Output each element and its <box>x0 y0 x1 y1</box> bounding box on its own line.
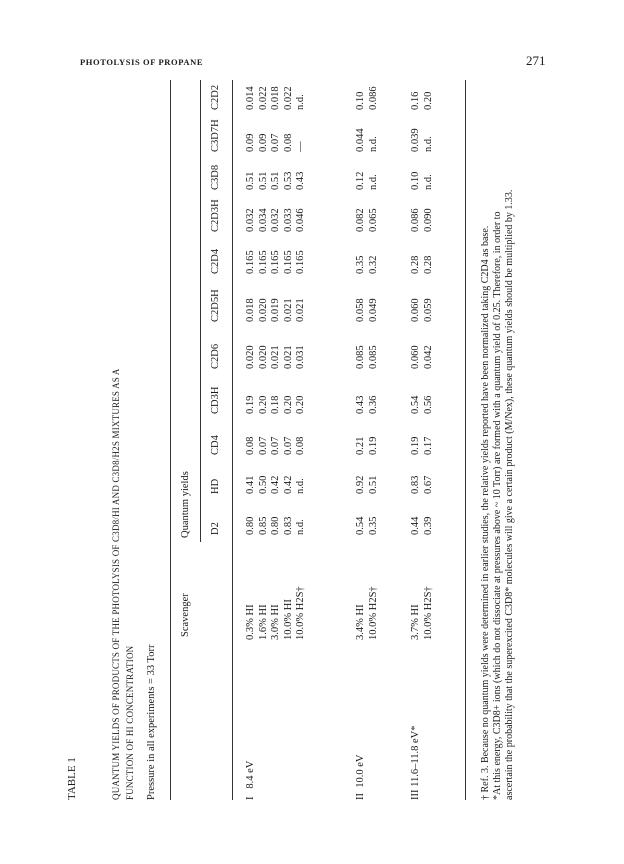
scavenger-cell: 1.6% HI <box>257 604 269 640</box>
value-cell: 0.060 <box>410 298 421 322</box>
value-cell: 0.17 <box>422 436 434 455</box>
value-column <box>355 128 380 152</box>
value-cell: 0.032 <box>270 208 281 232</box>
value-column <box>410 256 435 274</box>
value-cell: 0.41 <box>245 475 256 494</box>
value-cell: 0.07 <box>282 436 294 455</box>
value-cell: n.d. <box>295 94 306 110</box>
value-cell: 0.09 <box>245 133 256 152</box>
table-bottom-rule <box>465 80 466 800</box>
value-cell: 0.28 <box>422 255 434 274</box>
value-cell: n.d. <box>422 174 434 190</box>
value-cell: 0.046 <box>295 208 306 232</box>
value-cell: 0.20 <box>257 395 269 414</box>
rotated-table-block <box>60 80 560 800</box>
value-column <box>245 86 308 110</box>
value-column <box>245 476 308 494</box>
column-header: C2D5H <box>210 289 221 322</box>
value-cell: 0.020 <box>245 345 256 369</box>
value-column <box>245 298 308 322</box>
value-cell: 0.08 <box>282 133 294 152</box>
running-title: PHOTOLYSIS OF PROPANE <box>80 57 204 67</box>
value-cell: 0.086 <box>367 86 379 110</box>
value-cell: 0.50 <box>257 475 269 494</box>
value-column <box>410 128 435 152</box>
value-cell: 0.165 <box>295 250 306 274</box>
value-cell: 0.090 <box>422 208 434 232</box>
value-cell: 0.56 <box>422 395 434 414</box>
pressure-note: Pressure in all experiments = 33 Torr <box>146 644 157 800</box>
scavenger-cell: 3.7% HI <box>410 604 421 640</box>
value-cell: 0.042 <box>422 345 434 369</box>
value-column <box>355 396 380 414</box>
value-cell: 0.20 <box>422 91 434 110</box>
column-header: C2D6 <box>210 343 221 369</box>
value-column <box>355 86 380 110</box>
value-cell: 0.08 <box>295 436 306 455</box>
value-cell: 0.082 <box>355 208 366 232</box>
value-cell: 0.16 <box>410 91 421 110</box>
header-scavenger: Scavenger <box>180 593 191 637</box>
value-cell: 0.020 <box>257 298 269 322</box>
value-column <box>410 92 435 110</box>
value-column <box>355 208 380 232</box>
value-cell: 0.54 <box>355 516 366 535</box>
value-column <box>245 437 308 455</box>
value-cell: 0.020 <box>257 345 269 369</box>
table-caption <box>109 368 137 800</box>
column-header: CD3H <box>210 386 221 414</box>
scavenger-list <box>355 586 380 640</box>
value-column <box>355 298 380 322</box>
value-cell: 0.19 <box>367 436 379 455</box>
group-label: I 8.4 eV <box>245 760 256 800</box>
value-cell: n.d. <box>295 519 306 535</box>
value-cell: 0.019 <box>270 298 281 322</box>
scavenger-cell: 10.0% H2S† <box>367 586 379 640</box>
group-label: II 10.0 eV <box>355 754 366 800</box>
value-cell: 0.10 <box>355 91 366 110</box>
value-cell: 0.09 <box>257 133 269 152</box>
value-column <box>410 396 435 414</box>
value-cell: 0.42 <box>270 475 281 494</box>
column-header: C3D7H <box>210 119 221 152</box>
value-cell: 0.83 <box>410 475 421 494</box>
value-cell: 0.044 <box>355 128 366 152</box>
column-header: C3D8 <box>210 164 221 190</box>
value-cell: n.d. <box>295 478 306 494</box>
value-cell: 0.51 <box>245 171 256 190</box>
value-column <box>410 172 435 190</box>
column-header: D2 <box>210 522 221 535</box>
value-cell: 0.065 <box>367 208 379 232</box>
header-quantum-yields: Quantum yields <box>180 471 191 538</box>
column-header: CD4 <box>210 435 221 455</box>
value-cell: 0.54 <box>410 395 421 414</box>
value-cell: 0.031 <box>295 345 306 369</box>
scavenger-cell: 3.0% HI <box>270 604 281 640</box>
value-cell: 0.43 <box>295 171 306 190</box>
value-column <box>245 208 308 232</box>
value-cell: 0.021 <box>282 345 294 369</box>
value-cell: 0.35 <box>355 255 366 274</box>
table-label: TABLE 1 <box>66 757 78 800</box>
value-cell: n.d. <box>367 174 379 190</box>
value-cell: 0.80 <box>270 516 281 535</box>
footnote-dagger: † Ref. 3. Because no quantum yields were determined in earlier studies, the relative yields reported have been normalized taking C2D4 as base. <box>480 225 491 800</box>
column-header: C2D3H <box>210 199 221 232</box>
value-column <box>410 345 435 369</box>
value-cell: 0.20 <box>282 395 294 414</box>
scavenger-cell: 0.3% HI <box>245 604 256 640</box>
value-cell: 0.058 <box>355 298 366 322</box>
scavenger-cell: 10.0% H2S† <box>295 586 306 640</box>
value-column <box>245 172 308 190</box>
value-cell: 0.44 <box>410 516 421 535</box>
value-cell: 0.022 <box>257 86 269 110</box>
quantum-yields-rule <box>200 80 201 542</box>
footnote-asterisk-2: ascertain the probability that the superexcited C3D8* molecules will give a certain product (M/Nex), these quantum yields should be multiplied by 1.33. <box>504 189 515 800</box>
value-column <box>410 208 435 232</box>
value-column <box>355 517 380 535</box>
value-column <box>410 298 435 322</box>
value-cell: 0.014 <box>245 86 256 110</box>
value-cell: 0.018 <box>270 86 281 110</box>
caption-line-2: FUNCTION OF HI CONCENTRATION <box>125 645 135 800</box>
scavenger-list <box>245 586 308 640</box>
value-cell: 0.85 <box>257 516 269 535</box>
value-cell: 0.12 <box>355 171 366 190</box>
value-cell: 0.039 <box>410 128 421 152</box>
value-cell: 0.085 <box>367 345 379 369</box>
value-cell: 0.32 <box>367 255 379 274</box>
value-cell: 0.165 <box>270 250 281 274</box>
value-cell: 0.07 <box>270 436 281 455</box>
value-cell: 0.39 <box>422 516 434 535</box>
scavenger-cell: 10.0% H2S† <box>422 586 434 640</box>
value-cell: 0.67 <box>422 475 434 494</box>
value-column <box>410 437 435 455</box>
column-header: HD <box>210 478 221 494</box>
value-cell: 0.51 <box>367 475 379 494</box>
value-cell: 0.021 <box>282 298 294 322</box>
value-cell: 0.08 <box>245 436 256 455</box>
value-column <box>245 517 308 535</box>
header-bottom-rule <box>232 80 233 800</box>
value-cell: 0.80 <box>245 516 256 535</box>
value-column <box>245 396 308 414</box>
value-cell: 0.018 <box>245 298 256 322</box>
caption-line-1: QUANTUM YIELDS OF PRODUCTS OF THE PHOTOLYSIS OF C3D8/HI AND C3D8/H2S MIXTURES AS A <box>111 368 121 800</box>
value-cell: 0.43 <box>355 395 366 414</box>
value-cell: 0.19 <box>410 436 421 455</box>
value-column <box>355 256 380 274</box>
value-cell: 0.35 <box>367 516 379 535</box>
value-cell: 0.059 <box>422 298 434 322</box>
value-cell: 0.07 <box>270 133 281 152</box>
value-cell: 0.085 <box>355 345 366 369</box>
value-cell: 0.92 <box>355 475 366 494</box>
value-cell: n.d. <box>422 136 434 152</box>
group-label: III 11.6–11.8 eV* <box>410 725 421 800</box>
value-column <box>355 172 380 190</box>
value-cell: 0.21 <box>355 436 366 455</box>
value-cell: n.d. <box>367 136 379 152</box>
column-header: C2D4 <box>210 248 221 274</box>
value-cell: 0.36 <box>367 395 379 414</box>
value-column <box>355 476 380 494</box>
scavenger-cell: 3.4% HI <box>355 604 366 640</box>
value-column <box>410 476 435 494</box>
value-cell: 0.83 <box>282 516 294 535</box>
scavenger-cell: 10.0% HI <box>282 599 294 640</box>
table-top-rule <box>170 80 171 800</box>
value-cell: 0.165 <box>257 250 269 274</box>
value-cell: 0.034 <box>257 208 269 232</box>
value-column <box>245 134 308 152</box>
table-footnotes <box>480 80 516 800</box>
value-cell: 0.060 <box>410 345 421 369</box>
value-cell: 0.021 <box>295 298 306 322</box>
value-cell: 0.022 <box>282 86 294 110</box>
value-cell: 0.165 <box>245 250 256 274</box>
value-cell: 0.165 <box>282 250 294 274</box>
value-cell: 0.10 <box>410 171 421 190</box>
value-cell: 0.021 <box>270 345 281 369</box>
value-cell: 0.19 <box>245 395 256 414</box>
value-column <box>355 437 380 455</box>
page-number: 271 <box>526 53 546 68</box>
value-cell: 0.033 <box>282 208 294 232</box>
value-cell: 0.086 <box>410 208 421 232</box>
footnote-asterisk-1: *At this energy, C3D8+ ions (which do not dissociate at pressures above ~ 10 Torr) are formed with a quantum yield of 0.25. Therefore, in order to <box>492 211 503 800</box>
value-cell: — <box>295 141 306 152</box>
value-cell: 0.51 <box>270 171 281 190</box>
value-cell: 0.20 <box>295 395 306 414</box>
value-cell: 0.07 <box>257 436 269 455</box>
column-header: C2D2 <box>210 84 221 110</box>
value-cell: 0.51 <box>257 171 269 190</box>
value-column <box>245 250 308 274</box>
value-cell: 0.28 <box>410 255 421 274</box>
value-cell: 0.18 <box>270 395 281 414</box>
value-column <box>410 517 435 535</box>
value-cell: 0.42 <box>282 475 294 494</box>
value-column <box>355 345 380 369</box>
value-column <box>245 345 308 369</box>
scavenger-list <box>410 586 435 640</box>
value-cell: 0.53 <box>282 171 294 190</box>
value-cell: 0.049 <box>367 298 379 322</box>
value-cell: 0.032 <box>245 208 256 232</box>
